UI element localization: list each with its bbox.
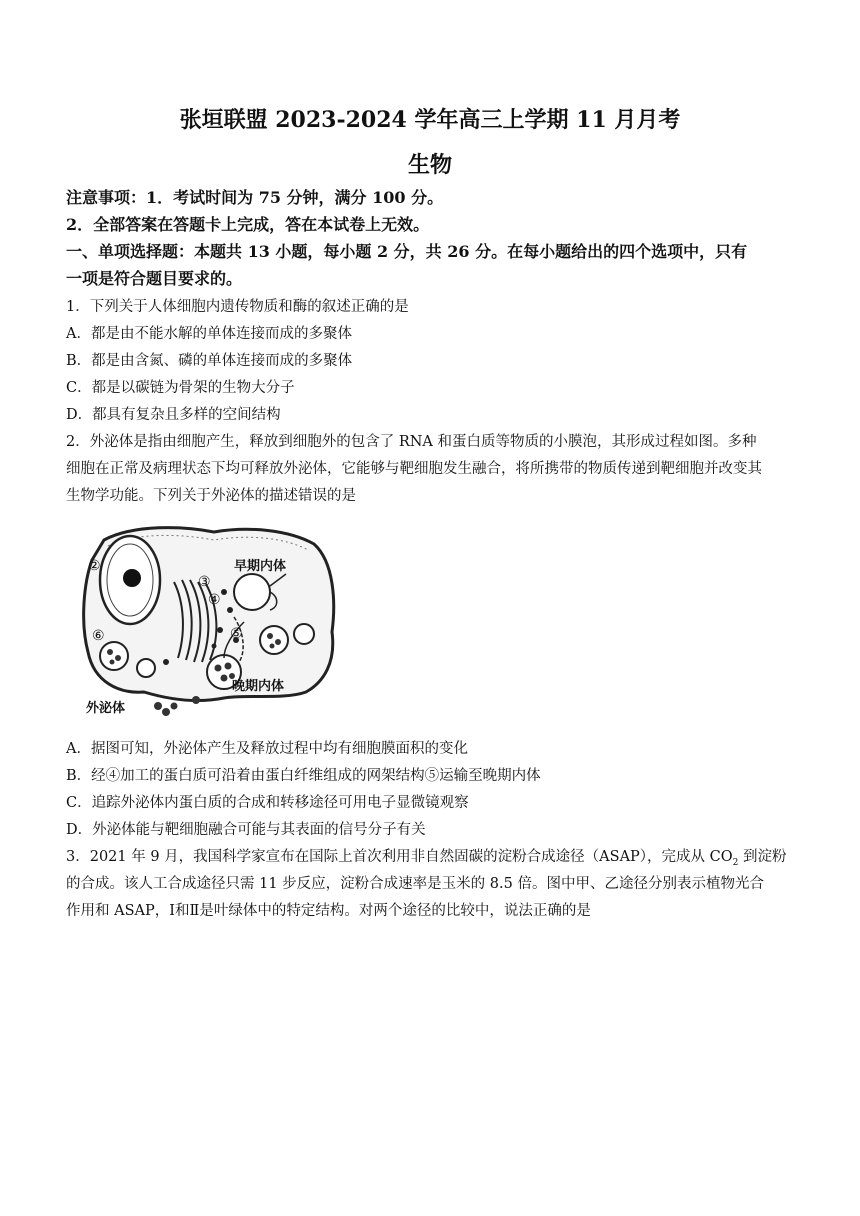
label-5: ⑤: [230, 626, 243, 642]
q3-stem-line-1: [66, 847, 796, 873]
q1-option-d: D．都具有复杂且多样的空间结构: [66, 407, 281, 423]
q2-option-c: C．追踪外泌体内蛋白质的合成和转移途径可用电子显微镜观察: [66, 795, 469, 811]
section-heading-line-2: 一项是符合题目要求的。: [66, 269, 243, 288]
q2-option-d: D．外泌体能与靶细胞融合可能与其表面的信号分子有关: [66, 822, 426, 838]
co2-subscript: 2: [732, 857, 739, 868]
q2-stem-line-2: 细胞在正常及病理状态下均可释放外泌体，它能够与靶细胞发生融合，将所携带的物质传递到靶细胞并改变其: [66, 461, 762, 477]
q1-option-b: B．都是由含氮、磷的单体连接而成的多聚体: [66, 353, 353, 369]
notice-line-2: 2．全部答案在答题卡上完成，答在本试卷上无效。: [66, 215, 430, 234]
exam-title: 张垣联盟 2023-2024 学年高三上学期 11 月月考: [179, 107, 681, 133]
q1-option-c: C．都是以碳链为骨架的生物大分子: [66, 380, 295, 396]
early-endosome: [234, 574, 270, 610]
q3-line1-part-b: 到淀粉: [738, 849, 787, 865]
exosome-cell-diagram: [74, 522, 344, 722]
label-early-endosome: 早期内体: [234, 559, 287, 574]
label-3: ③: [198, 574, 211, 590]
subject-title: 生物: [407, 152, 452, 178]
label-late-endosome: 晚期内体: [232, 679, 285, 694]
q3-stem-line-3: 作用和 ASAP，Ⅰ和Ⅱ是叶绿体中的特定结构。对两个途径的比较中，说法正确的是: [66, 903, 591, 919]
q1-stem: 1．下列关于人体细胞内遗传物质和酶的叙述正确的是: [66, 299, 409, 315]
label-exosome: 外泌体: [86, 701, 126, 716]
notice-line-1: 注意事项：1．考试时间为 75 分钟，满分 100 分。: [66, 188, 444, 207]
q2-stem-line-1: 2．外泌体是指由细胞产生，释放到细胞外的包含了 RNA 和蛋白质等物质的小膜泡，其形成过程如图。多种: [66, 434, 757, 450]
label-4: ④: [208, 592, 221, 608]
section-heading-line-1: 一、单项选择题：本题共 13 小题，每小题 2 分，共 26 分。在每小题给出的四个选项中，只有: [66, 242, 748, 261]
q1-option-a: A．都是由不能水解的单体连接而成的多聚体: [66, 326, 352, 342]
q2-stem-line-3: 生物学功能。下列关于外泌体的描述错误的是: [66, 488, 356, 504]
q3-line1-part-a: 3．2021 年 9 月，我国科学家宣布在国际上首次利用非自然固碳的淀粉合成途径（ASAP），完成从 CO: [66, 849, 733, 865]
q2-option-a: A．据图可知，外泌体产生及释放过程中均有细胞膜面积的变化: [66, 741, 468, 757]
q2-option-b: B．经④加工的蛋白质可沿着由蛋白纤维组成的网架结构⑤运输至晚期内体: [66, 768, 541, 784]
q3-stem-line-2: 的合成。该人工合成途径只需 11 步反应，淀粉合成速率是玉米的 8.5 倍。图中甲、乙途径分别表示植物光合: [66, 876, 764, 892]
label-6: ⑥: [92, 628, 105, 644]
label-2: ②: [88, 558, 101, 574]
nucleolus: [123, 569, 141, 587]
